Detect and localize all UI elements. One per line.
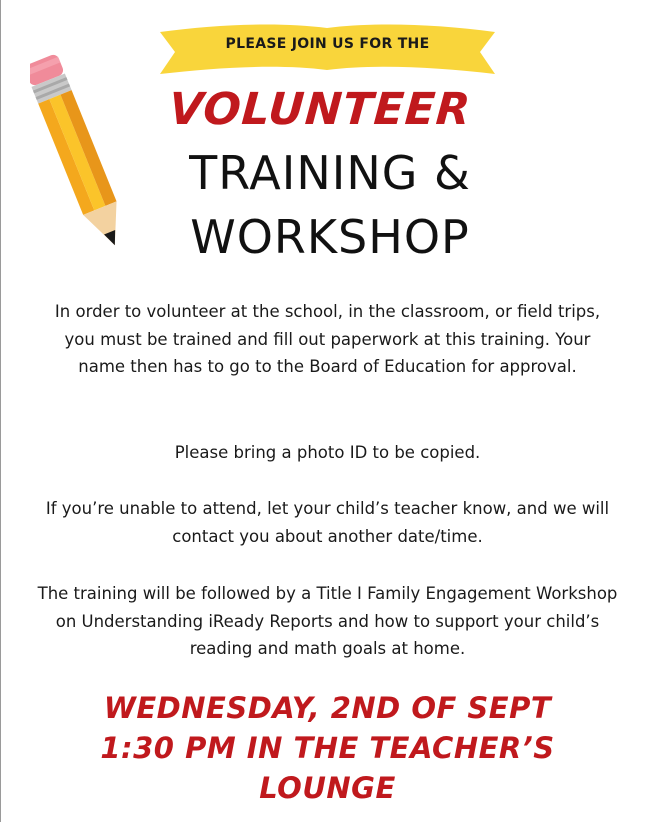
event-date: WEDNESDAY, 2ND OF SEPT [103,691,552,725]
title-workshop: WORKSHOP [190,210,470,264]
pencil-icon [30,52,130,267]
header-banner [160,22,495,84]
page-border [0,0,1,822]
banner-text: PLEASE JOIN US FOR THE [225,36,430,52]
paragraph-unable-attend: If you’re unable to attend, let your child’s teacher know, and we will contact you about another date/time. [45,499,610,546]
event-location: LOUNGE [259,771,396,805]
event-time-location: 1:30 PM IN THE TEACHER’S [100,731,555,765]
paragraph-workshop-info: The training will be followed by a Title I Family Engagement Workshop on Understanding iReady Reports and how to support your child’s reading and math goals at home. [37,584,618,658]
paragraph-requirements: In order to volunteer at the school, in the classroom, or field trips, you must be trained and fill out paperwork at this training. Your name then has to go to the Board of Education for approval. [54,302,601,376]
title-volunteer: VOLUNTEER [167,84,473,135]
paragraph-photo-id: Please bring a photo ID to be copied. [174,443,481,462]
title-training: TRAINING & [189,146,471,200]
ribbon-shape [160,22,495,84]
